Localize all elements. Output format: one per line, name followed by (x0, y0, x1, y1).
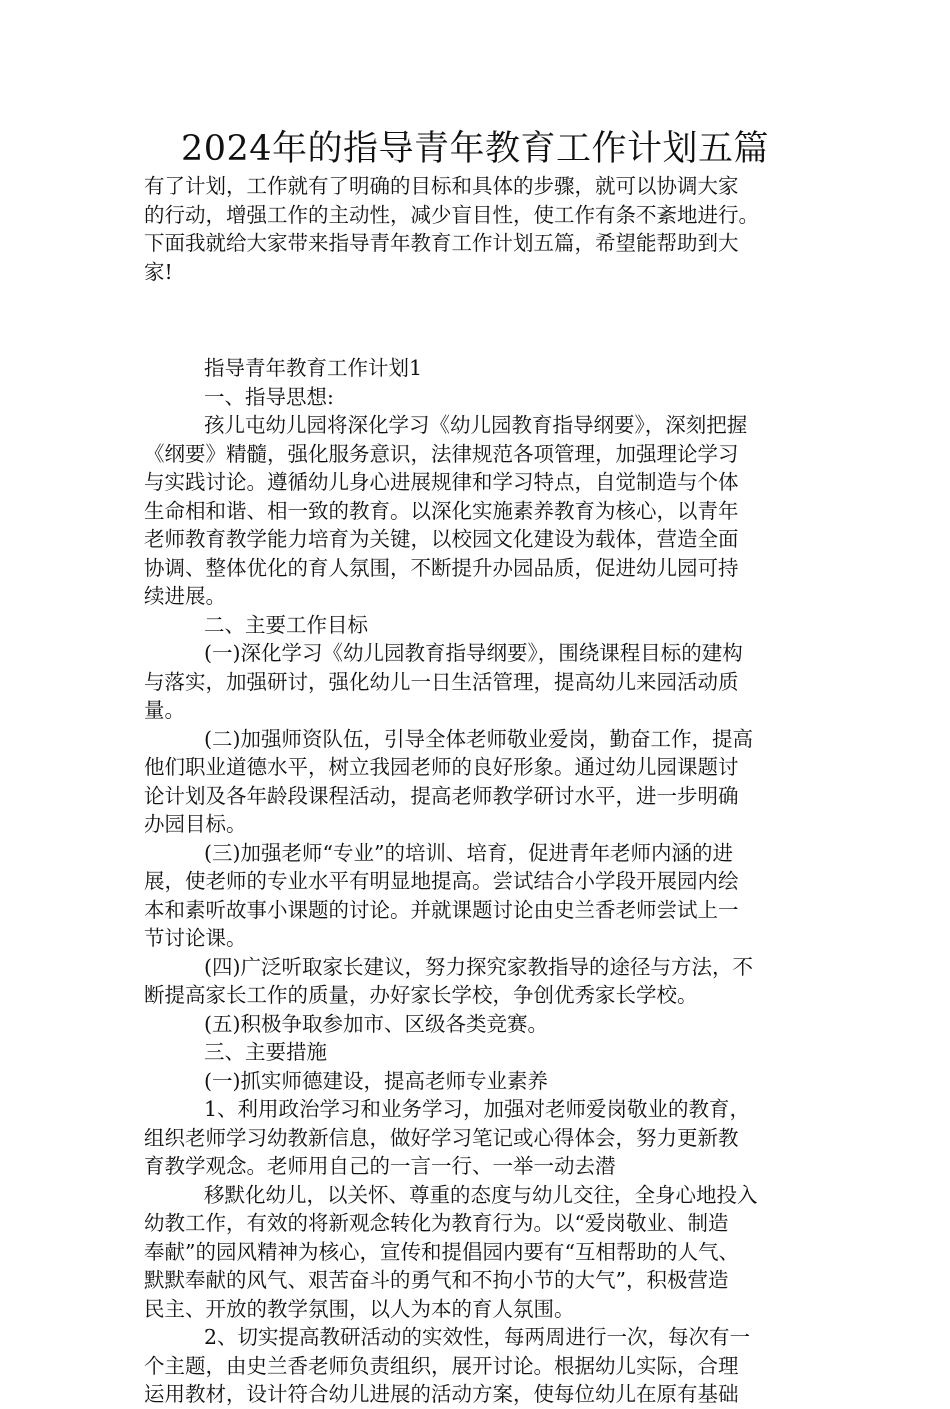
body-line: (一)抓实师德建设，提高老师专业素养 (204, 1068, 548, 1093)
body-line: 运用教材，设计符合幼儿进展的活动方案，使每位幼儿在原有基础 (144, 1382, 739, 1406)
body-line: 指导青年教育工作计划1 (204, 356, 423, 380)
body-line: 个主题，由史兰香老师负责组织，展开讨论。根据幼儿实际，合理 (144, 1353, 739, 1378)
body-line: 幼教工作，有效的将新观念转化为教育行为。以“爱岗敬业、制造 (144, 1211, 729, 1235)
body-line: (四)广泛听取家长建议，努力探究家教指导的途径与方法，不 (204, 954, 753, 979)
body-line: 与实践讨论。遵循幼儿身心进展规律和学习特点，自觉制造与个体 (144, 470, 739, 494)
body-line: 本和素听故事小课题的讨论。并就课题讨论由史兰香老师尝试上一 (144, 897, 739, 922)
body-line: (五)积极争取参加市、区级各类竞赛。 (204, 1011, 548, 1036)
body-line: 续进展。 (144, 584, 226, 608)
body-line: 二、主要工作目标 (204, 612, 368, 637)
body-line: 协调、整体优化的育人氛围，不断提升办园品质，促进幼儿园可持 (144, 555, 739, 580)
body-line: 《纲要》精髓，强化服务意识，法律规范各项管理，加强理论学习 (144, 441, 739, 466)
body-line: 移默化幼儿，以关怀、尊重的态度与幼儿交往，全身心地投入 (204, 1182, 758, 1207)
body-line: 生命相和谐、相一致的教育。以深化实施素养教育为核心，以青年 (144, 498, 739, 523)
body-line: 办园目标。 (144, 812, 247, 836)
body-line: 奉献”的园风精神为核心，宣传和提倡园内要有“互相帮助的人气、 (144, 1239, 739, 1264)
intro-paragraph (144, 172, 812, 286)
body-line: 一、指导思想: (204, 384, 334, 409)
body-line: (一)深化学习《幼儿园教育指导纲要》，围绕课程目标的建构 (204, 641, 743, 665)
body-line: 他们职业道德水平，树立我园老师的良好形象。通过幼儿园课题讨 (144, 755, 739, 779)
body-line: 2、切实提高教研活动的实效性，每两周进行一次，每次有一 (204, 1325, 751, 1349)
body-line: (三)加强老师“专业”的培训、培育，促进青年老师内涵的进 (204, 840, 733, 865)
intro-line: 家! (144, 259, 173, 284)
intro-line: 有了计划，工作就有了明确的目标和具体的步骤，就可以协调大家 (144, 174, 739, 198)
body-line: 1、利用政治学习和业务学习，加强对老师爱岗敬业的教育， (204, 1097, 751, 1121)
body-line: 节讨论课。 (144, 926, 247, 950)
body-line: 与落实，加强研讨，强化幼儿一日生活管理，提高幼儿来园活动质 (144, 669, 739, 694)
body-line: 断提高家长工作的质量，办好家长学校，争创优秀家长学校。 (144, 983, 698, 1007)
body-line: 民主、开放的教学氛围，以人为本的育人氛围。 (144, 1296, 575, 1321)
body-text (144, 354, 812, 1409)
body-line: 默默奉献的风气、艰苦奋斗的勇气和不拘小节的大气”，积极营造 (144, 1268, 729, 1292)
body-line: 育教学观念。老师用自己的一言一行、一举一动去潜 (144, 1154, 616, 1178)
body-line: 孩儿屯幼儿园将深化学习《幼儿园教育指导纲要》，深刻把握 (204, 413, 748, 437)
intro-line: 下面我就给大家带来指导青年教育工作计划五篇，希望能帮助到大 (144, 231, 739, 255)
body-line: 论计划及各年龄段课程活动，提高老师教学研讨水平，进一步明确 (144, 783, 739, 808)
intro-line: 的行动，增强工作的主动性，减少盲目性，使工作有条不紊地进行。 (144, 202, 759, 227)
document-body (144, 172, 812, 1409)
paragraph-gap (144, 286, 812, 354)
body-line: 三、主要措施 (204, 1040, 327, 1064)
body-line: 老师教育教学能力培育为关键，以校园文化建设为载体，营造全面 (144, 527, 739, 551)
body-line: 量。 (144, 698, 185, 722)
body-line: 组织老师学习幼教新信息，做好学习笔记或心得体会，努力更新教 (144, 1125, 739, 1150)
body-line: (二)加强师资队伍，引导全体老师敬业爱岗，勤奋工作，提高 (204, 726, 753, 751)
body-line: 展，使老师的专业水平有明显地提高。尝试结合小学段开展园内绘 (144, 869, 739, 893)
document-title: 2024年的指导青年教育工作计划五篇 (180, 129, 770, 169)
